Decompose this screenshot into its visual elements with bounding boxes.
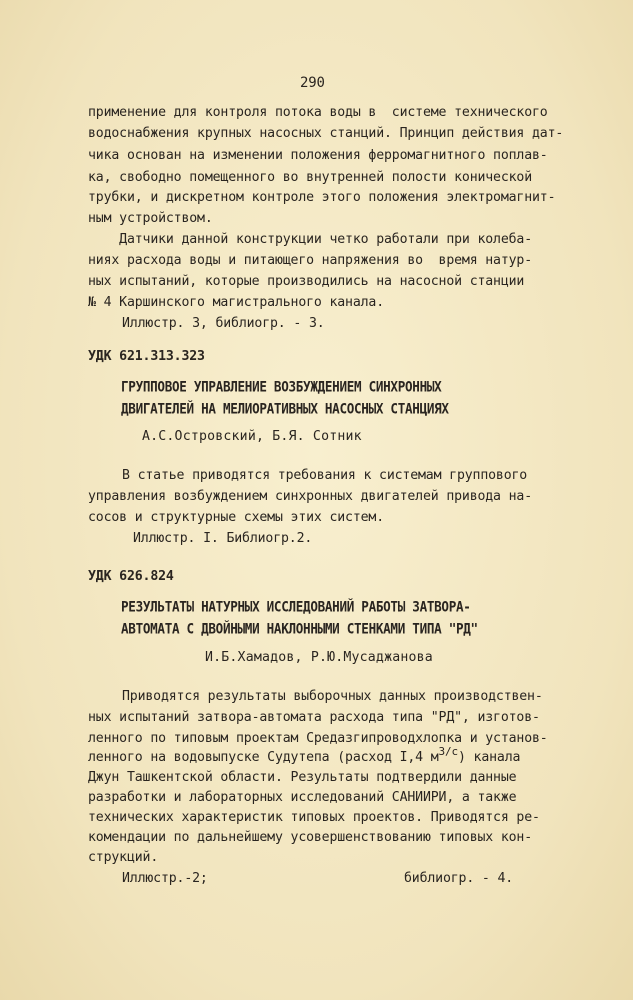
entry-authors: И.Б.Хамадов, Р.Ю.Мусаджанова (205, 650, 433, 665)
entry-title-line: ГРУППОВОЕ УПРАВЛЕНИЕ ВОЗБУЖДЕНИЕМ СИНХРОННЫХ (121, 377, 442, 395)
entry-title-line: РЕЗУЛЬТАТЫ НАТУРНЫХ ИССЛЕДОВАНИЙ РАБОТЫ ЗАТВОРА- (121, 597, 471, 615)
abstract-line: В статье приводятся требования к системам группового (122, 468, 528, 483)
abstract-line: ных испытаний затвора-автомата расхода типа "РД", изготов- (88, 710, 540, 725)
abstract-line: трубки, и дискретном контроле этого положения электромагнит- (88, 190, 556, 205)
abstract-line: ленного по типовым проектам Средазгипроводхлопка и установ- (88, 731, 548, 746)
abstract-line: Приводятся результаты выборочных данных производствен- (122, 689, 543, 704)
udc-code: УДК 621.313.323 (88, 349, 205, 364)
references-line: Иллюстр. 3, библиогр. - 3. (122, 316, 325, 331)
abstract-line: ниях расхода воды и питающего напряжения во время натур- (88, 253, 533, 268)
abstract-line: водоснабжения крупных насосных станций. Принцип действия дат- (88, 126, 564, 141)
abstract-line: Джун Ташкентской области. Результаты подтвердили данные (88, 770, 517, 785)
references-line: Иллюстр. I. Библиогр.2. (133, 531, 313, 546)
references-illustrations: Иллюстр.-2; (122, 871, 208, 886)
abstract-line-flow (88, 745, 521, 765)
flow-tail-text: ) канала (457, 750, 521, 765)
abstract-line: чика основан на изменении положения ферромагнитного поплав- (88, 148, 548, 163)
entry-authors: А.С.Островский, Б.Я. Сотник (142, 429, 362, 444)
flow-unit-superscript: 3/с (438, 745, 458, 758)
abstract-line: комендации по дальнейшему усовершенствованию типовых кон- (88, 830, 533, 845)
page-number: 290 (300, 75, 325, 91)
entry-title-line: ДВИГАТЕЛЕЙ НА МЕЛИОРАТИВНЫХ НАСОСНЫХ СТАНЦИЯХ (121, 399, 449, 417)
references-bibliography: библиогр. - 4. (404, 871, 514, 886)
abstract-line: технических характеристик типовых проектов. Приводятся ре- (88, 810, 540, 825)
entry-title-line: АВТОМАТА С ДВОЙНЫМИ НАКЛОННЫМИ СТЕНКАМИ ТИПА "РД" (121, 619, 478, 637)
abstract-line: ка, свободно помещенного во внутренней полости конической (88, 170, 533, 185)
abstract-line: ным устройством. (88, 211, 213, 226)
abstract-line-text: ленного на водовыпуске Судутепа (расход I,4 м (88, 750, 439, 765)
abstract-line: сосов и структурные схемы этих систем. (88, 510, 385, 525)
abstract-line: № 4 Каршинского магистрального канала. (88, 295, 385, 310)
abstract-line: Датчики данной конструкции четко работали при колеба- (88, 232, 533, 247)
udc-code: УДК 626.824 (88, 569, 174, 584)
abstract-line: разработки и лабораторных исследований САНИИРИ, а также (88, 790, 517, 805)
abstract-line: применение для контроля потока воды в системе технического (88, 105, 548, 120)
abstract-line: управления возбуждением синхронных двигателей привода на- (88, 489, 533, 504)
abstract-line: струкций. (88, 850, 159, 865)
abstract-line: ных испытаний, которые производились на насосной станции (88, 274, 525, 289)
